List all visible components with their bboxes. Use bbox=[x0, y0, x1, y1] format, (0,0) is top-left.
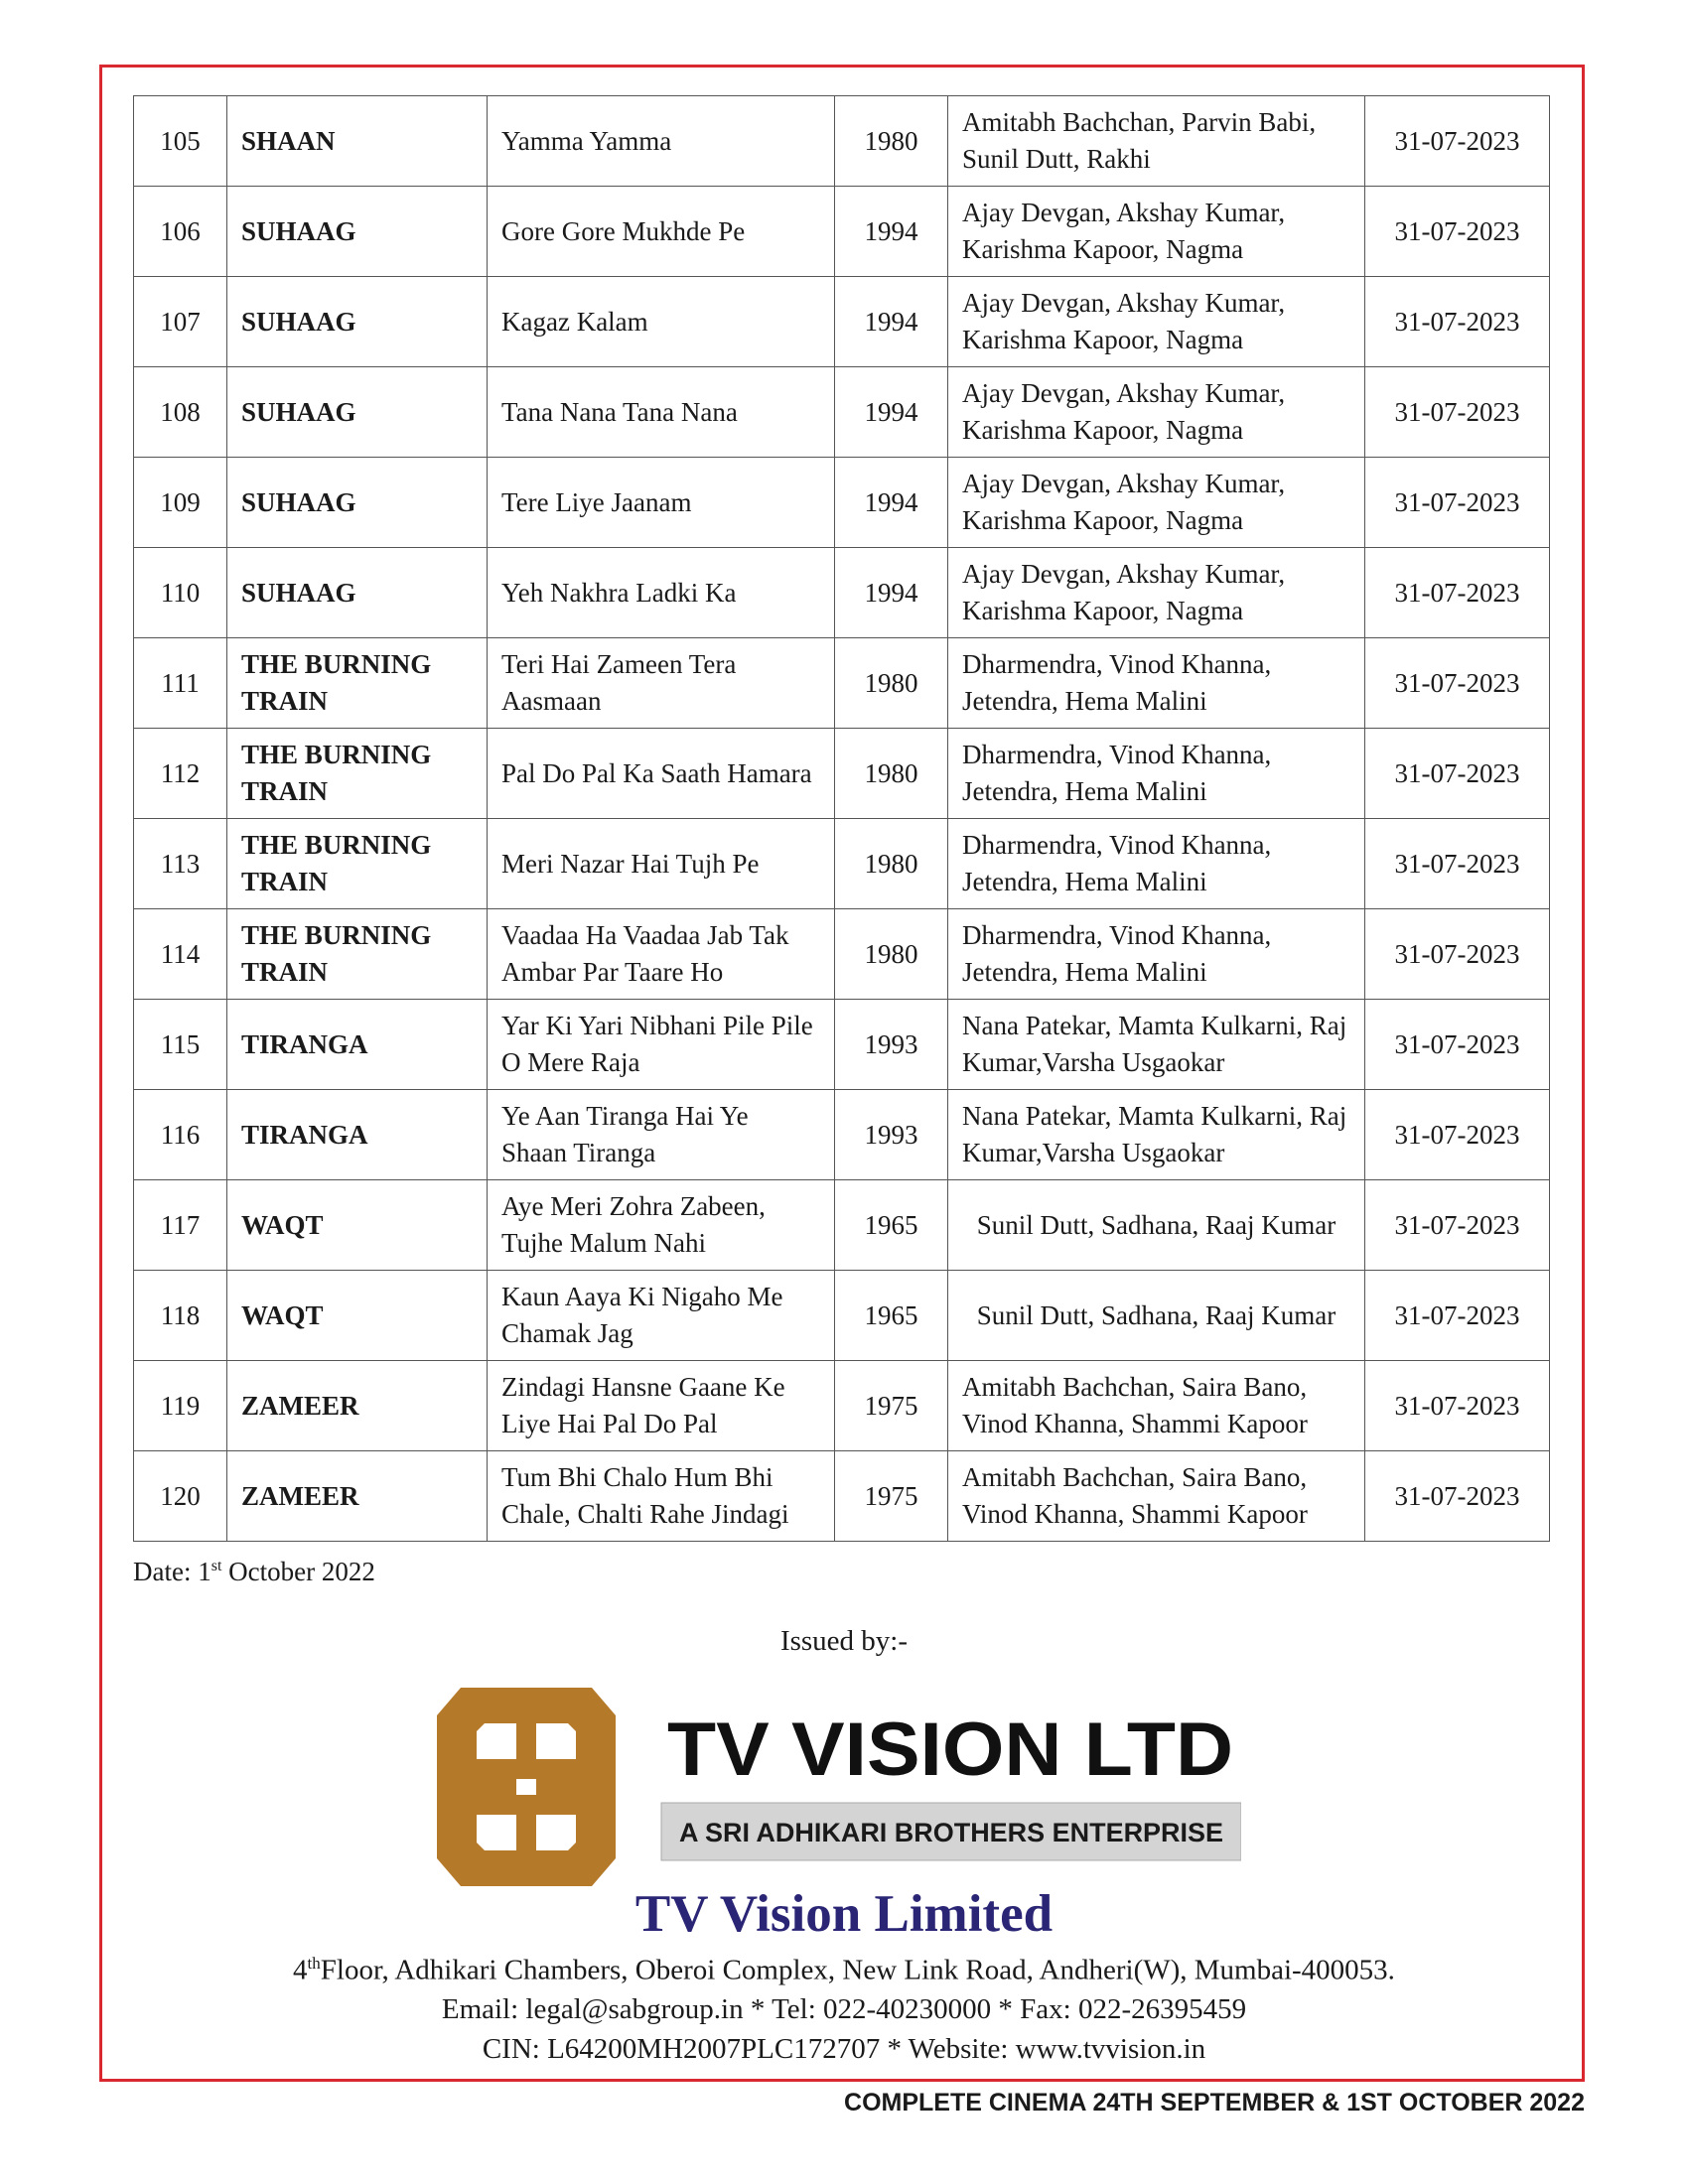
film-title: WAQT bbox=[227, 1180, 488, 1271]
expiry-date: 31-07-2023 bbox=[1365, 1361, 1550, 1451]
song-title: Pal Do Pal Ka Saath Hamara bbox=[488, 729, 835, 819]
release-year: 1980 bbox=[835, 96, 948, 187]
song-title: Yar Ki Yari Nibhani Pile Pile O Mere Raja bbox=[488, 1000, 835, 1090]
company-contact: Email: legal@sabgroup.in * Tel: 022-40230000 * Fax: 022-26395459 bbox=[441, 1993, 1247, 2025]
notice-date bbox=[133, 1557, 375, 1587]
emblem-icon bbox=[437, 1688, 616, 1886]
release-year: 1994 bbox=[835, 458, 948, 548]
cast-list: Ajay Devgan, Akshay Kumar, Karishma Kapoor, Nagma bbox=[948, 277, 1365, 367]
row-number: 110 bbox=[134, 548, 227, 638]
table-row bbox=[134, 1000, 1550, 1090]
cast-list: Amitabh Bachchan, Saira Bano, Vinod Khanna, Shammi Kapoor bbox=[948, 1451, 1365, 1542]
table-row bbox=[134, 909, 1550, 1000]
issued-by: Issued by:- bbox=[779, 1625, 909, 1657]
release-year: 1980 bbox=[835, 909, 948, 1000]
table-row bbox=[134, 1361, 1550, 1451]
row-number: 105 bbox=[134, 96, 227, 187]
release-year: 1975 bbox=[835, 1451, 948, 1542]
row-number: 116 bbox=[134, 1090, 227, 1180]
company-cin: CIN: L64200MH2007PLC172707 * Website: www.tvvision.in bbox=[482, 2033, 1206, 2065]
expiry-date: 31-07-2023 bbox=[1365, 729, 1550, 819]
release-year: 1965 bbox=[835, 1180, 948, 1271]
expiry-date: 31-07-2023 bbox=[1365, 458, 1550, 548]
song-title: Yeh Nakhra Ladki Ka bbox=[488, 548, 835, 638]
cast-list: Ajay Devgan, Akshay Kumar, Karishma Kapoor, Nagma bbox=[948, 187, 1365, 277]
notice-date-suffix: October 2022 bbox=[221, 1557, 375, 1586]
release-year: 1994 bbox=[835, 367, 948, 458]
expiry-date: 31-07-2023 bbox=[1365, 96, 1550, 187]
row-number: 109 bbox=[134, 458, 227, 548]
cast-list: Nana Patekar, Mamta Kulkarni, Raj Kumar,Varsha Usgaokar bbox=[948, 1000, 1365, 1090]
release-year: 1994 bbox=[835, 548, 948, 638]
company-name: TV Vision Limited bbox=[634, 1885, 1054, 1943]
expiry-date: 31-07-2023 bbox=[1365, 548, 1550, 638]
cast-list: Amitabh Bachchan, Parvin Babi, Sunil Dutt, Rakhi bbox=[948, 96, 1365, 187]
expiry-date: 31-07-2023 bbox=[1365, 187, 1550, 277]
table-row bbox=[134, 1090, 1550, 1180]
songs-table-body bbox=[134, 96, 1550, 1542]
song-title: Tana Nana Tana Nana bbox=[488, 367, 835, 458]
cast-list: Dharmendra, Vinod Khanna, Jetendra, Hema Malini bbox=[948, 638, 1365, 729]
address-sup: th bbox=[307, 1954, 321, 1973]
expiry-date: 31-07-2023 bbox=[1365, 819, 1550, 909]
film-title: ZAMEER bbox=[227, 1451, 488, 1542]
row-number: 111 bbox=[134, 638, 227, 729]
release-year: 1965 bbox=[835, 1271, 948, 1361]
row-number: 117 bbox=[134, 1180, 227, 1271]
row-number: 118 bbox=[134, 1271, 227, 1361]
film-title: ZAMEER bbox=[227, 1361, 488, 1451]
film-title: THE BURNING TRAIN bbox=[227, 909, 488, 1000]
expiry-date: 31-07-2023 bbox=[1365, 638, 1550, 729]
cast-list: Ajay Devgan, Akshay Kumar, Karishma Kapoor, Nagma bbox=[948, 548, 1365, 638]
table-row bbox=[134, 729, 1550, 819]
row-number: 112 bbox=[134, 729, 227, 819]
table-row bbox=[134, 548, 1550, 638]
expiry-date: 31-07-2023 bbox=[1365, 909, 1550, 1000]
cast-list: Sunil Dutt, Sadhana, Raaj Kumar bbox=[948, 1180, 1365, 1271]
film-title: THE BURNING TRAIN bbox=[227, 729, 488, 819]
row-number: 113 bbox=[134, 819, 227, 909]
table-row bbox=[134, 638, 1550, 729]
cast-list: Dharmendra, Vinod Khanna, Jetendra, Hema Malini bbox=[948, 909, 1365, 1000]
table-row bbox=[134, 819, 1550, 909]
release-year: 1975 bbox=[835, 1361, 948, 1451]
song-title: Meri Nazar Hai Tujh Pe bbox=[488, 819, 835, 909]
table-row bbox=[134, 1180, 1550, 1271]
cast-list: Dharmendra, Vinod Khanna, Jetendra, Hema Malini bbox=[948, 729, 1365, 819]
address-prefix: 4 bbox=[293, 1954, 308, 1986]
release-year: 1980 bbox=[835, 819, 948, 909]
release-year: 1993 bbox=[835, 1090, 948, 1180]
row-number: 106 bbox=[134, 187, 227, 277]
expiry-date: 31-07-2023 bbox=[1365, 1271, 1550, 1361]
song-title: Teri Hai Zameen Tera Aasmaan bbox=[488, 638, 835, 729]
row-number: 107 bbox=[134, 277, 227, 367]
film-title: SUHAAG bbox=[227, 367, 488, 458]
cast-list: Sunil Dutt, Sadhana, Raaj Kumar bbox=[948, 1271, 1365, 1361]
expiry-date: 31-07-2023 bbox=[1365, 367, 1550, 458]
song-title: Ye Aan Tiranga Hai Ye Shaan Tiranga bbox=[488, 1090, 835, 1180]
notice-date-prefix: Date: 1 bbox=[133, 1557, 211, 1586]
film-title: SUHAAG bbox=[227, 277, 488, 367]
expiry-date: 31-07-2023 bbox=[1365, 1000, 1550, 1090]
cast-list: Amitabh Bachchan, Saira Bano, Vinod Khanna, Shammi Kapoor bbox=[948, 1361, 1365, 1451]
release-year: 1994 bbox=[835, 277, 948, 367]
cast-list: Ajay Devgan, Akshay Kumar, Karishma Kapoor, Nagma bbox=[948, 367, 1365, 458]
logo-graphic bbox=[437, 1688, 1241, 1886]
song-title: Aye Meri Zohra Zabeen, Tujhe Malum Nahi bbox=[488, 1180, 835, 1271]
row-number: 108 bbox=[134, 367, 227, 458]
company-address bbox=[0, 1954, 1688, 1987]
song-title: Zindagi Hansne Gaane Ke Liye Hai Pal Do Pal bbox=[488, 1361, 835, 1451]
table-row bbox=[134, 187, 1550, 277]
address-rest: Floor, Adhikari Chambers, Oberoi Complex, New Link Road, Andheri(W), Mumbai-400053. bbox=[320, 1954, 1395, 1986]
song-title: Gore Gore Mukhde Pe bbox=[488, 187, 835, 277]
release-year: 1994 bbox=[835, 187, 948, 277]
table-row bbox=[134, 1271, 1550, 1361]
song-title: Tere Liye Jaanam bbox=[488, 458, 835, 548]
cast-list: Ajay Devgan, Akshay Kumar, Karishma Kapoor, Nagma bbox=[948, 458, 1365, 548]
film-title: SHAAN bbox=[227, 96, 488, 187]
row-number: 115 bbox=[134, 1000, 227, 1090]
song-title: Kaun Aaya Ki Nigaho Me Chamak Jag bbox=[488, 1271, 835, 1361]
film-title: THE BURNING TRAIN bbox=[227, 819, 488, 909]
company-logo bbox=[437, 1688, 1241, 1886]
expiry-date: 31-07-2023 bbox=[1365, 1451, 1550, 1542]
expiry-date: 31-07-2023 bbox=[1365, 277, 1550, 367]
table-row bbox=[134, 1451, 1550, 1542]
song-title: Kagaz Kalam bbox=[488, 277, 835, 367]
row-number: 114 bbox=[134, 909, 227, 1000]
table-row bbox=[134, 367, 1550, 458]
release-year: 1980 bbox=[835, 638, 948, 729]
footer-note: COMPLETE CINEMA 24TH SEPTEMBER & 1ST OCTOBER 2022 bbox=[844, 2089, 1585, 2116]
film-title: TIRANGA bbox=[227, 1000, 488, 1090]
release-year: 1980 bbox=[835, 729, 948, 819]
film-title: THE BURNING TRAIN bbox=[227, 638, 488, 729]
song-title: Tum Bhi Chalo Hum Bhi Chale, Chalti Rahe Jindagi bbox=[488, 1451, 835, 1542]
table-row bbox=[134, 96, 1550, 187]
row-number: 120 bbox=[134, 1451, 227, 1542]
song-title: Yamma Yamma bbox=[488, 96, 835, 187]
song-title: Vaadaa Ha Vaadaa Jab Tak Ambar Par Taare Ho bbox=[488, 909, 835, 1000]
film-title: WAQT bbox=[227, 1271, 488, 1361]
film-title: SUHAAG bbox=[227, 548, 488, 638]
film-title: SUHAAG bbox=[227, 187, 488, 277]
expiry-date: 31-07-2023 bbox=[1365, 1180, 1550, 1271]
cast-list: Dharmendra, Vinod Khanna, Jetendra, Hema Malini bbox=[948, 819, 1365, 909]
cast-list: Nana Patekar, Mamta Kulkarni, Raj Kumar,Varsha Usgaokar bbox=[948, 1090, 1365, 1180]
logo-title: TV VISION LTD bbox=[667, 1707, 1233, 1792]
film-title: TIRANGA bbox=[227, 1090, 488, 1180]
expiry-date: 31-07-2023 bbox=[1365, 1090, 1550, 1180]
table-row bbox=[134, 458, 1550, 548]
songs-table bbox=[133, 95, 1550, 1542]
film-title: SUHAAG bbox=[227, 458, 488, 548]
notice-date-sup: st bbox=[211, 1558, 222, 1574]
release-year: 1993 bbox=[835, 1000, 948, 1090]
table-row bbox=[134, 277, 1550, 367]
logo-tagline: A SRI ADHIKARI BROTHERS ENTERPRISE bbox=[679, 1818, 1223, 1847]
row-number: 119 bbox=[134, 1361, 227, 1451]
